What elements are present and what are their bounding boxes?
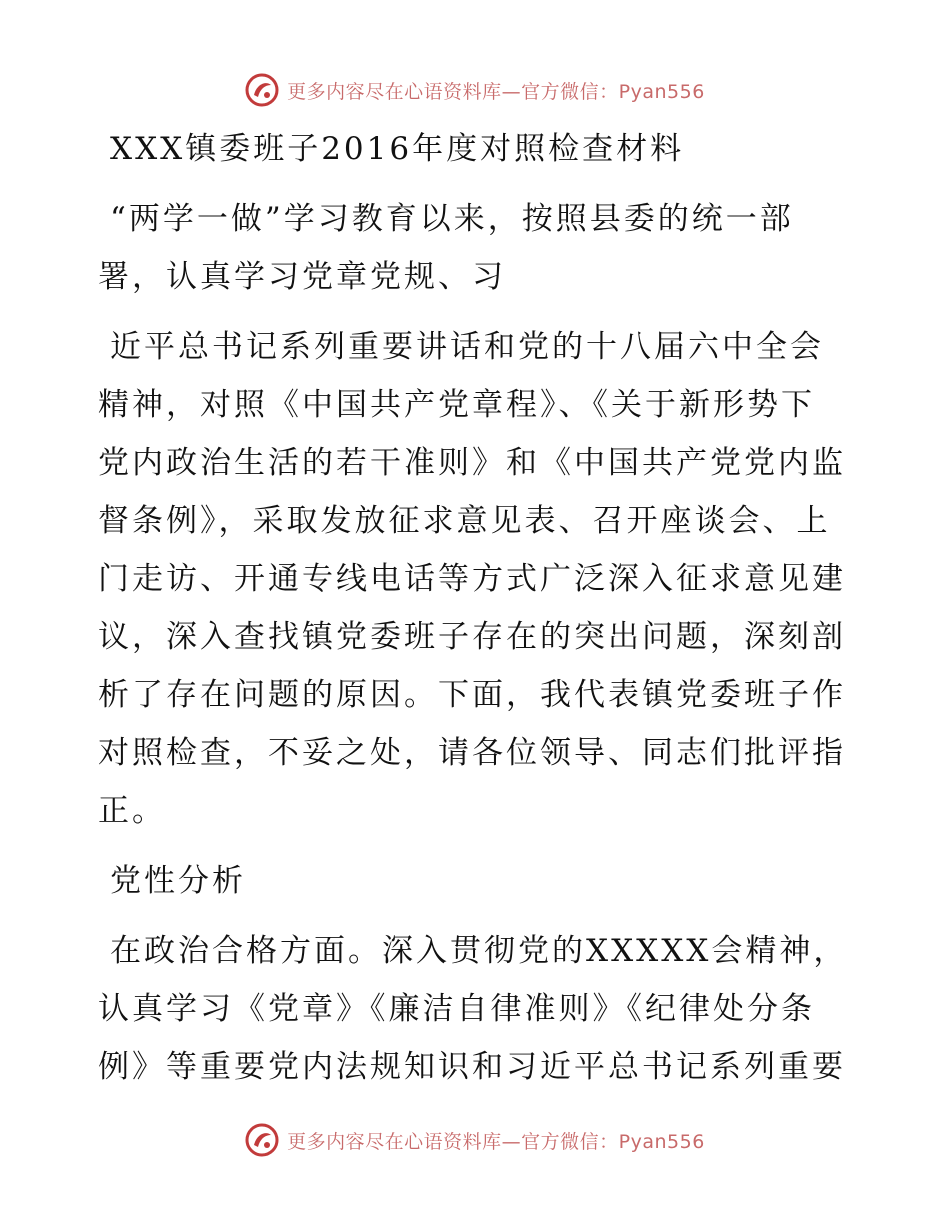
- watermark-text: 更多内容尽在心语资料库—官方微信：Pyan556: [287, 80, 705, 103]
- footer-watermark: [0, 1120, 950, 1160]
- text-line: 例》等重要党内法规知识和习近平总书记系列重要: [98, 1049, 846, 1085]
- text-line: 议，深入查找镇党委班子存在的突出问题，深刻剖: [98, 619, 846, 655]
- text-line: “两学一做”学习教育以来，按照县委的统一部: [110, 201, 794, 237]
- text-line: 在政治合格方面。深入贯彻党的XXXXX会精神，: [110, 933, 848, 969]
- section-heading: 党性分析: [110, 863, 246, 899]
- text-line: 门走访、开通专线电话等方式广泛深入征求意见建: [98, 561, 846, 597]
- paragraph-political: [98, 922, 858, 1096]
- brand-logo-icon: [245, 1123, 279, 1157]
- document-body: [98, 120, 858, 1096]
- text-line: 督条例》，采取发放征求意见表、召开座谈会、上: [98, 503, 831, 539]
- paragraph-main: [98, 318, 858, 840]
- text-line: 析了存在问题的原因。下面，我代表镇党委班子作: [98, 677, 846, 713]
- text-line: 近平总书记系列重要讲话和党的十八届六中全会: [110, 329, 824, 365]
- text-line: 正。: [98, 793, 166, 829]
- text-line: 对照检查，不妥之处，请各位领导、同志们批评指: [98, 735, 846, 771]
- paragraph-intro: [98, 190, 858, 306]
- text-line: 党内政治生活的若干准则》和《中国共产党党内监: [98, 445, 846, 481]
- header-watermark: [0, 70, 950, 110]
- text-line: 认真学习《党章》《廉洁自律准则》《纪律处分条: [98, 991, 815, 1027]
- watermark-text: 更多内容尽在心语资料库—官方微信：Pyan556: [287, 1130, 705, 1153]
- brand-logo-icon: [245, 73, 279, 107]
- text-line: 精神，对照《中国共产党章程》、《关于新形势下: [98, 387, 815, 423]
- document-title: XXX镇委班子2016年度对照检查材料: [110, 131, 685, 167]
- text-line: 署，认真学习党章党规、习: [98, 259, 506, 295]
